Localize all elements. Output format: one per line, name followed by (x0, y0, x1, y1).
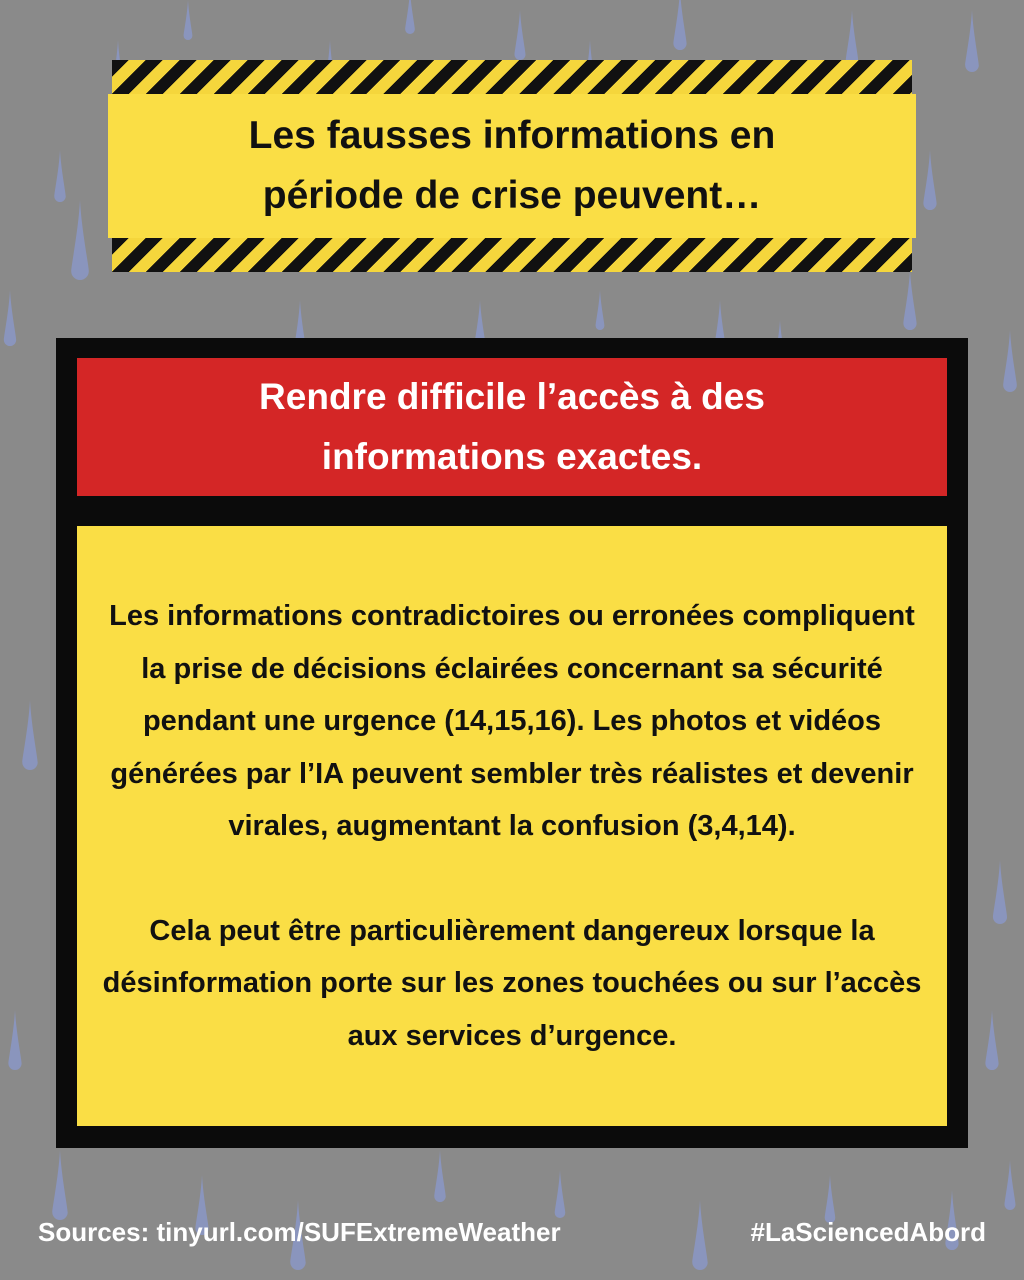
raindrop-icon (71, 200, 89, 280)
card-paragraph: Les informations contradictoires ou erronées compliquent la prise de décisions éclairées concernant sa sécurité pendant une urgence (14,15,16). Les photos et vidéos générées par l’IA peuvent sembler très réalistes et devenir virales, augmentant la confusion (3,4,14). (109, 600, 915, 842)
hashtag-text: #LaSciencedAbord (750, 1217, 986, 1247)
raindrop-icon (985, 1010, 998, 1070)
warning-banner (108, 60, 916, 272)
hazard-stripe-top (112, 60, 912, 94)
banner-title-box (108, 94, 916, 238)
raindrop-icon (596, 290, 605, 330)
sources-text: Sources: tinyurl.com/SUFExtremeWeather (38, 1217, 561, 1247)
raindrop-icon (923, 150, 936, 210)
raindrop-icon (555, 1170, 566, 1218)
raindrop-icon (692, 1200, 707, 1270)
raindrop-icon (22, 700, 37, 770)
raindrop-icon (515, 10, 526, 60)
info-card (56, 338, 968, 1148)
raindrop-icon (8, 1010, 21, 1070)
raindrop-icon (1003, 330, 1017, 392)
raindrop-icon (993, 860, 1007, 924)
raindrop-icon (965, 10, 979, 72)
card-body (77, 526, 947, 1126)
raindrop-icon (4, 290, 16, 346)
raindrop-icon (903, 270, 916, 330)
card-heading: Rendre difficile l’accès à des informations exactes. (259, 376, 765, 477)
raindrop-icon (846, 10, 858, 66)
raindrop-icon (52, 1150, 67, 1220)
raindrop-icon (434, 1150, 445, 1202)
raindrop-icon (673, 0, 686, 50)
banner-title: Les fausses informations en période de crise peuvent… (248, 114, 776, 217)
card-paragraph: Cela peut être particulièrement dangereux lorsque la désinformation porte sur les zones touchées ou sur l’accès aux services d’urgence. (102, 914, 922, 1052)
hazard-stripe-bottom (112, 238, 912, 272)
raindrop-icon (1005, 1160, 1016, 1210)
card-heading-box (77, 358, 947, 496)
raindrop-icon (405, 0, 415, 34)
raindrop-icon (184, 0, 193, 40)
raindrop-icon (54, 150, 65, 202)
